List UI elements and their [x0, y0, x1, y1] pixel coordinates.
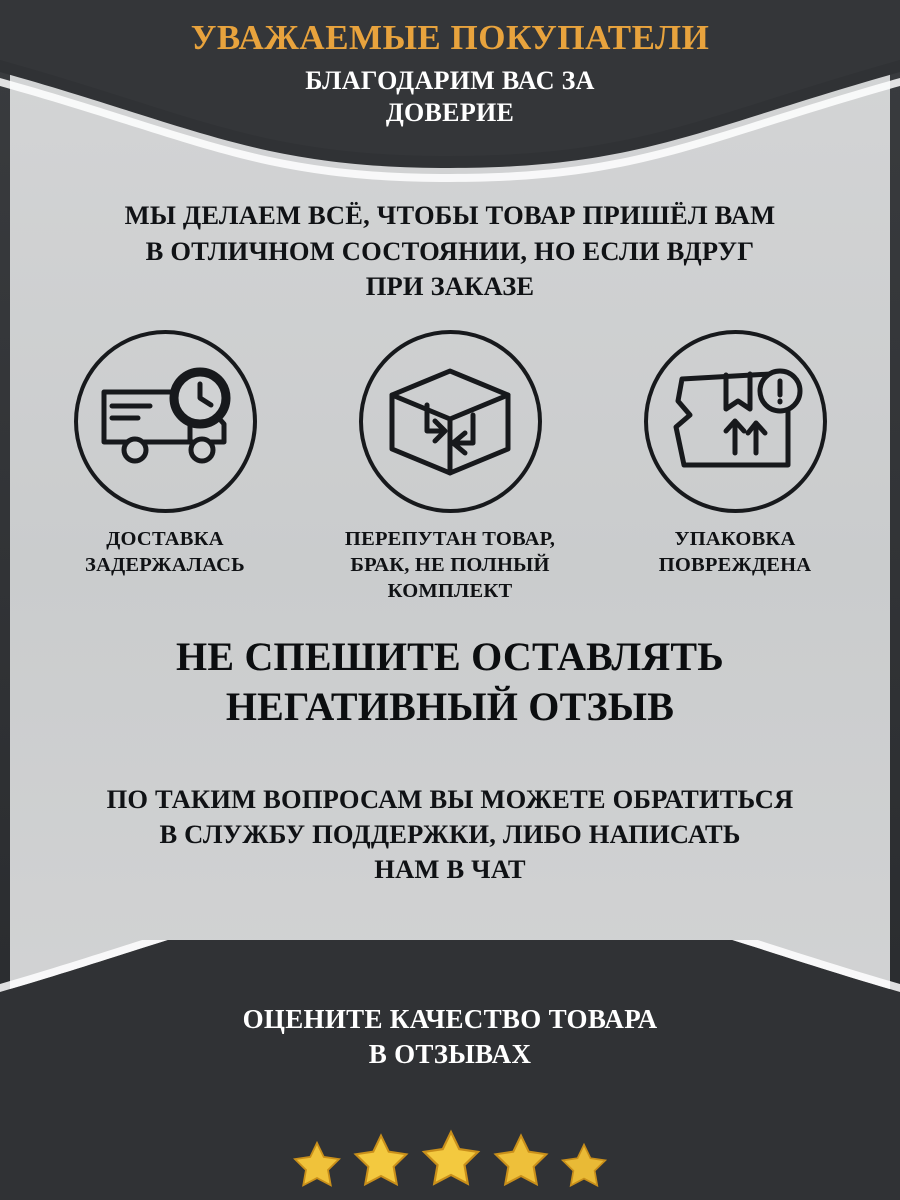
header-subtitle-line1: БЛАГОДАРИМ ВАС ЗА	[305, 66, 595, 96]
issue-item-damaged-package	[600, 330, 870, 604]
intro-line-1: МЫ ДЕЛАЕМ ВСЁ, ЧТОБЫ ТОВАР ПРИШЁЛ ВАМ	[124, 200, 776, 230]
star-icon-5[interactable]	[558, 1140, 610, 1192]
issue-caption-damaged-package	[600, 527, 870, 579]
issue-caption-line-2: БРАК, НЕ ПОЛНЫЙ	[350, 553, 550, 576]
footer-block	[0, 970, 900, 1200]
rating-stars[interactable]	[0, 1126, 900, 1192]
issue-caption-delivery-delayed	[30, 527, 300, 579]
damaged-package-icon	[644, 330, 827, 513]
box-return-arrow-icon	[359, 330, 542, 513]
star-icon-4[interactable]	[490, 1130, 552, 1192]
delivery-truck-clock-icon	[74, 330, 257, 513]
issue-caption-line-2: ПОВРЕЖДЕНА	[658, 553, 812, 576]
header-block	[0, 18, 900, 129]
issue-caption-line-3: КОМПЛЕКТ	[387, 579, 513, 602]
footer-line-2: В ОТЗЫВАХ	[368, 1039, 532, 1070]
intro-text	[60, 198, 840, 305]
header-subtitle-line2: ДОВЕРИЕ	[385, 97, 515, 127]
headline-block	[60, 632, 840, 732]
star-icon-3[interactable]	[418, 1126, 484, 1192]
support-line-1: ПО ТАКИМ ВОПРОСАМ ВЫ МОЖЕТЕ ОБРАТИТЬСЯ	[106, 784, 794, 814]
issue-item-delivery-delayed	[30, 330, 300, 604]
issue-item-wrong-or-defective	[315, 330, 585, 604]
issue-caption-line-1: УПАКОВКА	[674, 528, 796, 550]
issue-caption-line-2: ЗАДЕРЖАЛАСЬ	[85, 553, 245, 576]
support-line-3: НАМ В ЧАТ	[374, 854, 526, 885]
star-icon-1[interactable]	[290, 1138, 344, 1192]
issue-caption-line-1: ПЕРЕПУТАН ТОВАР,	[344, 528, 556, 550]
intro-line-2: В ОТЛИЧНОМ СОСТОЯНИИ, НО ЕСЛИ ВДРУГ	[145, 235, 755, 266]
header-title: УВАЖАЕМЫЕ ПОКУПАТЕЛИ	[190, 18, 710, 57]
star-icon-2[interactable]	[350, 1130, 412, 1192]
headline-line-2: НЕГАТИВНЫЙ ОТЗЫВ	[225, 684, 675, 729]
footer-text	[0, 1002, 900, 1072]
issue-caption-wrong-or-defective	[315, 527, 585, 604]
intro-line-3: ПРИ ЗАКАЗЕ	[365, 271, 535, 301]
support-text	[50, 782, 850, 888]
support-line-2: В СЛУЖБУ ПОДДЕРЖКИ, ЛИБО НАПИСАТЬ	[159, 819, 741, 850]
issue-caption-line-1: ДОСТАВКА	[106, 528, 224, 550]
headline-line-1: НЕ СПЕШИТЕ ОСТАВЛЯТЬ	[176, 634, 724, 679]
issues-row	[30, 330, 870, 604]
footer-line-1: ОЦЕНИТЕ КАЧЕСТВО ТОВАРА	[242, 1004, 658, 1034]
